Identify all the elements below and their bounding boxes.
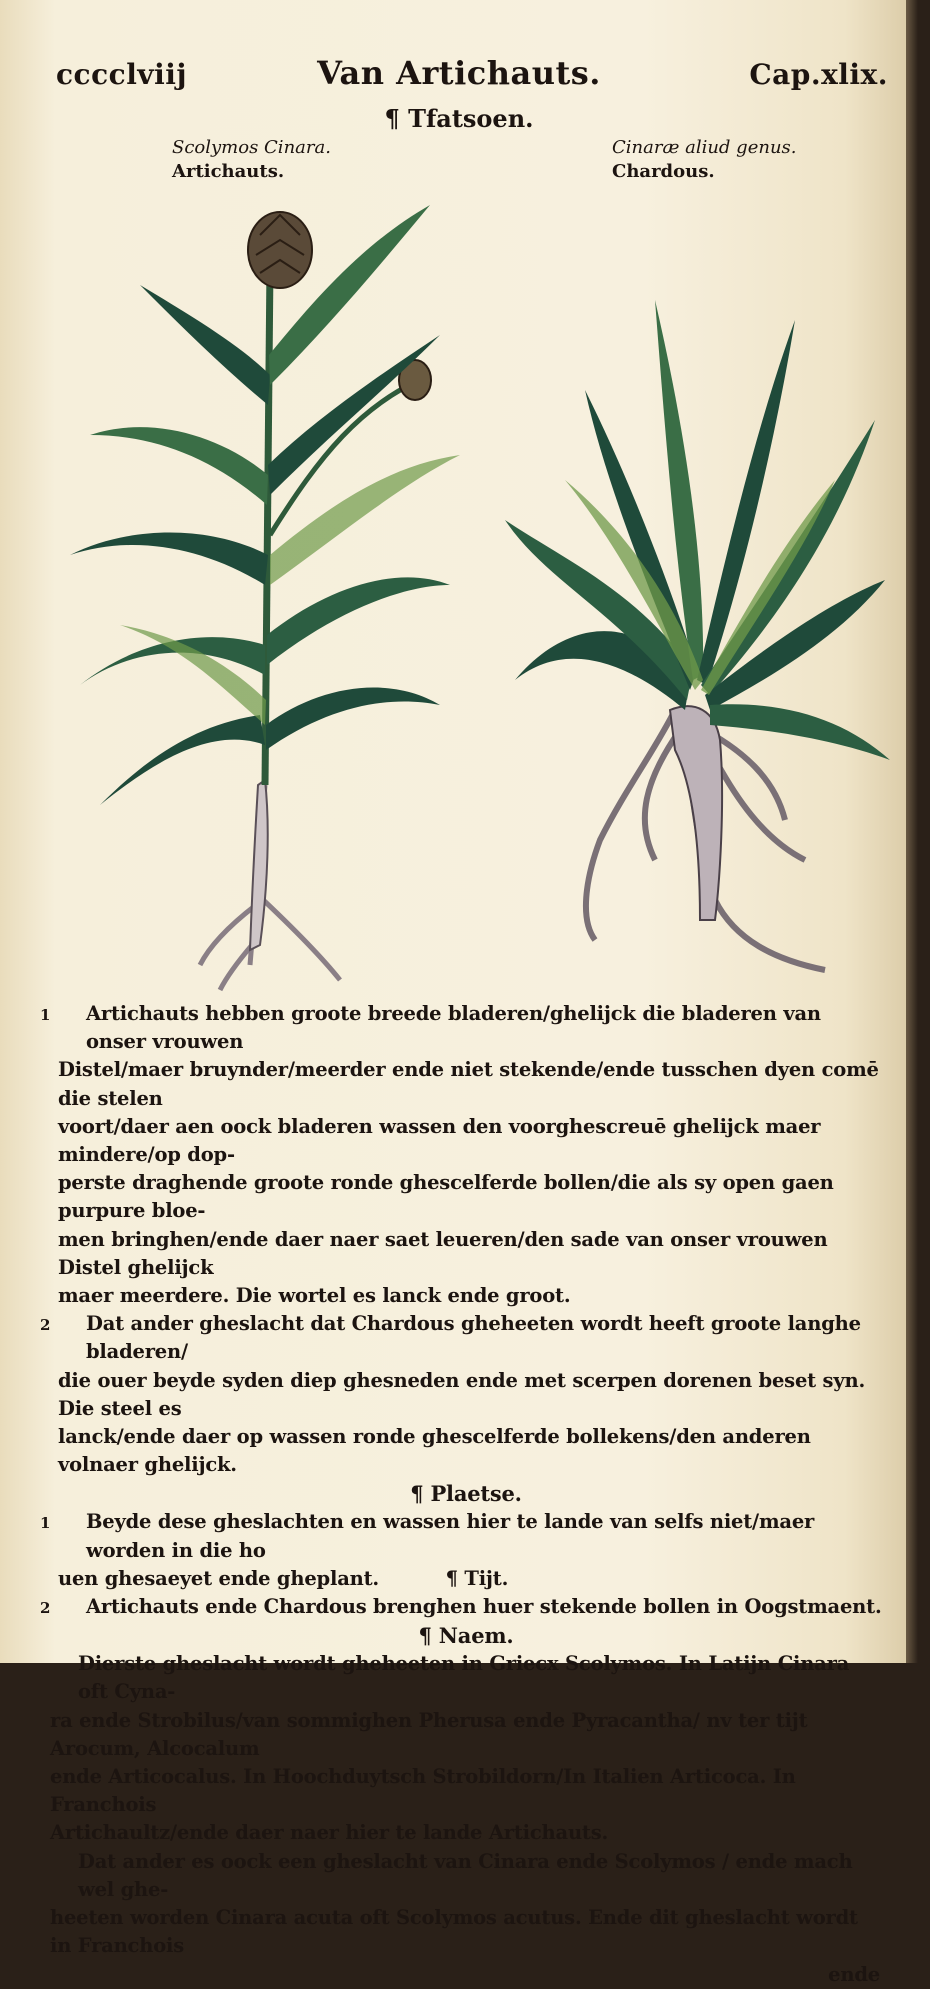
paragraph-1 xyxy=(40,1000,884,1310)
chapter-title: Van Artichauts. xyxy=(317,54,601,92)
right-caption-dutch: Chardous. xyxy=(612,161,715,182)
main-text-block xyxy=(40,1000,884,1989)
catchword: ende xyxy=(828,1962,880,1986)
left-caption-dutch: Artichauts. xyxy=(172,161,285,182)
text-line: perste draghende groote ronde ghescelferde bollen/die als sy open gaen purpure bloe- xyxy=(58,1171,834,1223)
section-heading-plaetse: ¶ Plaetse. xyxy=(410,1481,522,1507)
paragraph-number: 1 xyxy=(40,1514,51,1533)
text-line: heeten worden Cinara acuta oft Scolymos acutus. Ende dit gheslacht wordt in Franchois xyxy=(50,1906,858,1958)
text-line: voort/daer aen oock bladeren wassen den voorghescreuē ghelijck maer mindere/op dop- xyxy=(58,1114,821,1167)
text-line: men bringhen/ende daer naer saet leueren/den sade van onser vrouwen Distel ghelijck xyxy=(58,1227,828,1279)
section-heading-tijt: ¶ Tijt. xyxy=(445,1566,509,1590)
text-line: uen ghesaeyet ende gheplant. xyxy=(58,1566,380,1590)
text-line: maer meerdere. Die wortel es lanck ende groot. xyxy=(58,1284,571,1308)
paragraph-3 xyxy=(40,1508,884,1593)
book-gutter-edge xyxy=(906,0,918,1663)
right-caption-latin: Cinaræ aliud genus. xyxy=(612,137,797,158)
paragraph-number: 1 xyxy=(40,1006,51,1024)
text-line: Artichaultz/ende daer naer hier te lande Artichauts. xyxy=(50,1821,609,1845)
text-line: lanck/ende daer op wassen ronde ghescelferde bollekens/den anderen volnaer ghelijck. xyxy=(58,1425,811,1477)
text-line: Artichauts ende Chardous brenghen huer stekende bollen in Oogstmaent. xyxy=(86,1595,882,1619)
section-heading-naem: ¶ Naem. xyxy=(418,1623,514,1649)
paragraph-6 xyxy=(48,1848,884,1989)
right-figure-caption xyxy=(612,136,797,184)
paragraph-4 xyxy=(40,1593,884,1621)
cardoon-plant-illustration xyxy=(505,280,895,1000)
text-line: Distel/maer bruynder/meerder ende niet stekende/ende tusschen dyen comē die stelen xyxy=(58,1058,879,1110)
text-line: ende Articocalus. In Hoochduytsch Strobildorn/In Italien Articoca. In Franchois xyxy=(50,1765,796,1817)
left-caption-latin: Scolymos Cinara. xyxy=(172,137,331,158)
text-line: Dat ander gheslacht dat Chardous gheheeten wordt heeft groote langhe bladeren/ xyxy=(86,1312,861,1364)
text-line: Dat ander es oock een gheslacht van Cinara ende Scolymos / ende mach wel ghe- xyxy=(78,1849,853,1901)
text-line: Artichauts hebben groote breede bladeren/ghelijck die bladeren van onser vrouwen xyxy=(86,1002,821,1054)
text-line: Beyde dese gheslachten en wassen hier te lande van selfs niet/maer worden in die ho xyxy=(86,1510,815,1562)
folio-number: cccclviij xyxy=(56,58,188,91)
paragraph-5 xyxy=(48,1650,884,1847)
text-line: die ouer beyde syden diep ghesneden ende met scerpen dorenen beset syn. Die steel es xyxy=(58,1368,866,1420)
paragraph-number: 2 xyxy=(40,1599,51,1618)
chapter-number: Cap.xlix. xyxy=(749,58,888,91)
text-line: ra ende Strobilus/van sommighen Pherusa ende Pyracantha/ nv ter tijt Arocum, Alcocalum xyxy=(50,1708,808,1760)
artichoke-plant-illustration xyxy=(60,205,480,990)
text-line: Dierste gheslacht wordt gheheeten in Griecx Scolymos. In Latijn Cinara oft Cyna- xyxy=(78,1652,850,1704)
paragraph-2 xyxy=(40,1310,884,1479)
left-figure-caption xyxy=(172,136,331,184)
paragraph-number: 2 xyxy=(40,1316,51,1335)
section-heading-tfatsoen: ¶ Tfatsoen. xyxy=(384,104,534,133)
